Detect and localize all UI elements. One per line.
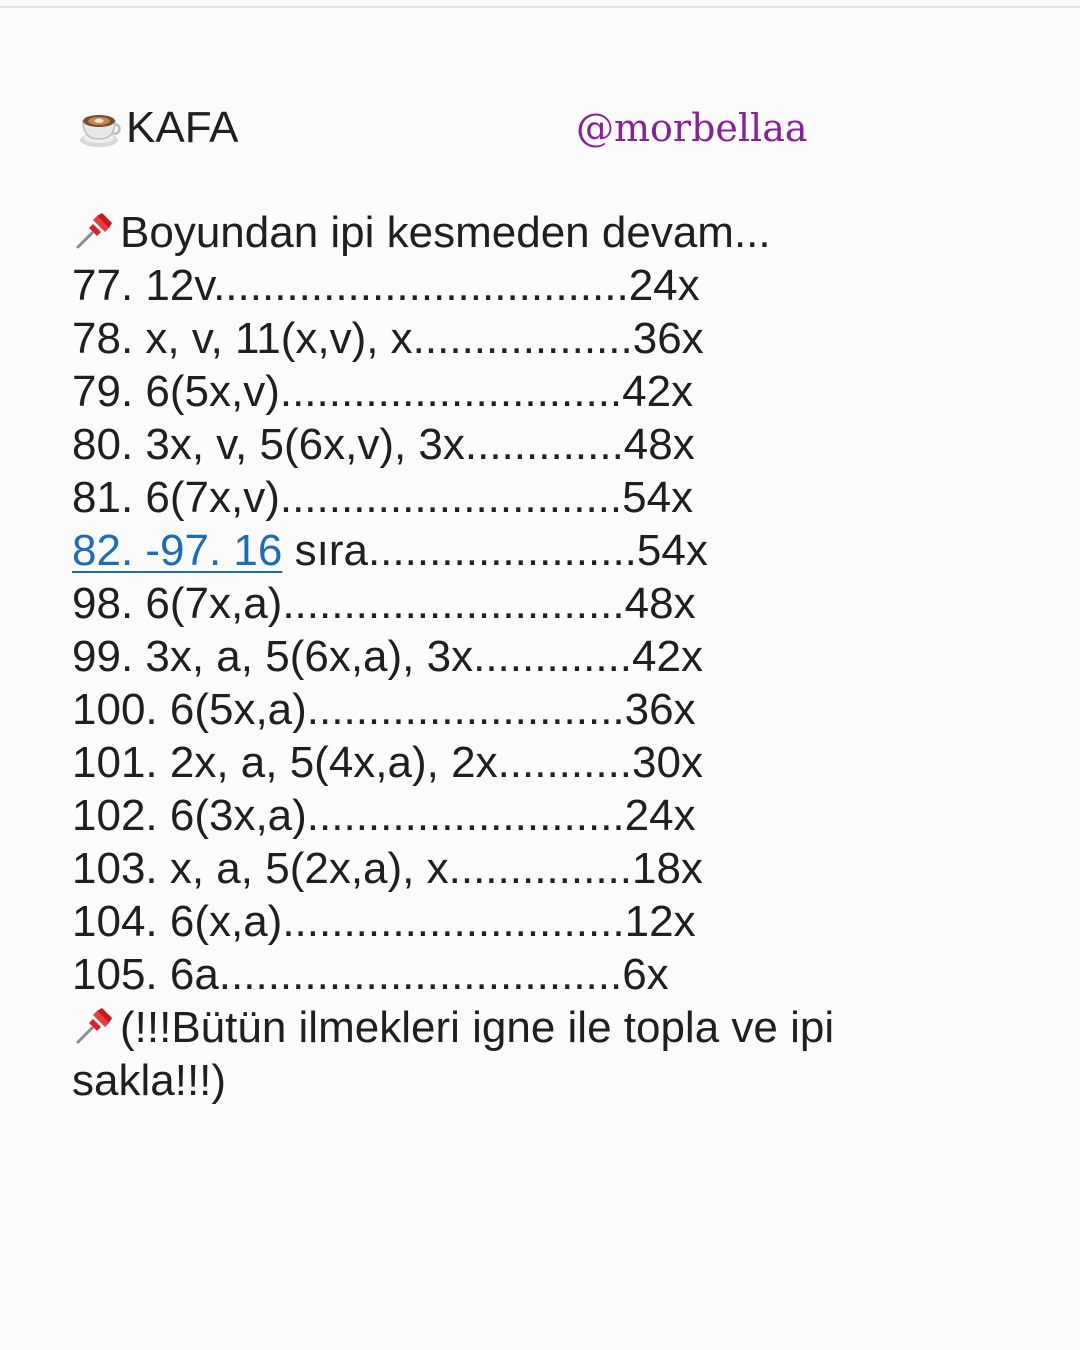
- outro-line: [72, 1001, 952, 1107]
- header: [76, 100, 976, 156]
- row-103: 103. x, a, 5(2x,a), x...............18x: [72, 844, 703, 893]
- row-78: 78. x, v, 11(x,v), x..................36x: [72, 314, 704, 363]
- intro-text: Boyundan ipi kesmeden devam...: [120, 208, 771, 257]
- author-handle: @morbellaa: [576, 106, 808, 150]
- outro-text: (!!!Bütün ilmekleri igne ile topla ve ipi sakla!!!): [72, 1003, 835, 1105]
- row-81: 81. 6(7x,v)............................54x: [72, 473, 694, 522]
- row-102: 102. 6(3x,a)..........................24x: [72, 791, 696, 840]
- pattern-instructions: [72, 206, 952, 1107]
- row-80: 80. 3x, v, 5(6x,v), 3x.............48x: [72, 420, 695, 469]
- row-98: 98. 6(7x,a)............................48x: [72, 579, 696, 628]
- intro-line: [72, 206, 952, 259]
- row-82-97: 82. -97. 16 sıra......................54x: [72, 526, 708, 575]
- coffee-cup-icon: [76, 105, 122, 151]
- detected-number-link[interactable]: 82. -97. 16: [72, 526, 283, 575]
- pushpin-icon: [72, 209, 116, 253]
- row-79: 79. 6(5x,v)............................42x: [72, 367, 694, 416]
- row-100: 100. 6(5x,a)..........................36x: [72, 685, 696, 734]
- row-101: 101. 2x, a, 5(4x,a), 2x...........30x: [72, 738, 703, 787]
- title-group: [76, 100, 239, 156]
- row-104: 104. 6(x,a)............................12x: [72, 897, 696, 946]
- row-105: 105. 6a.................................6x: [72, 950, 669, 999]
- top-divider: [0, 6, 1080, 8]
- pushpin-icon: [72, 1004, 116, 1048]
- row-99: 99. 3x, a, 5(6x,a), 3x.............42x: [72, 632, 703, 681]
- page-title: KAFA: [126, 103, 239, 152]
- row-77: 77. 12v..................................24x: [72, 261, 700, 310]
